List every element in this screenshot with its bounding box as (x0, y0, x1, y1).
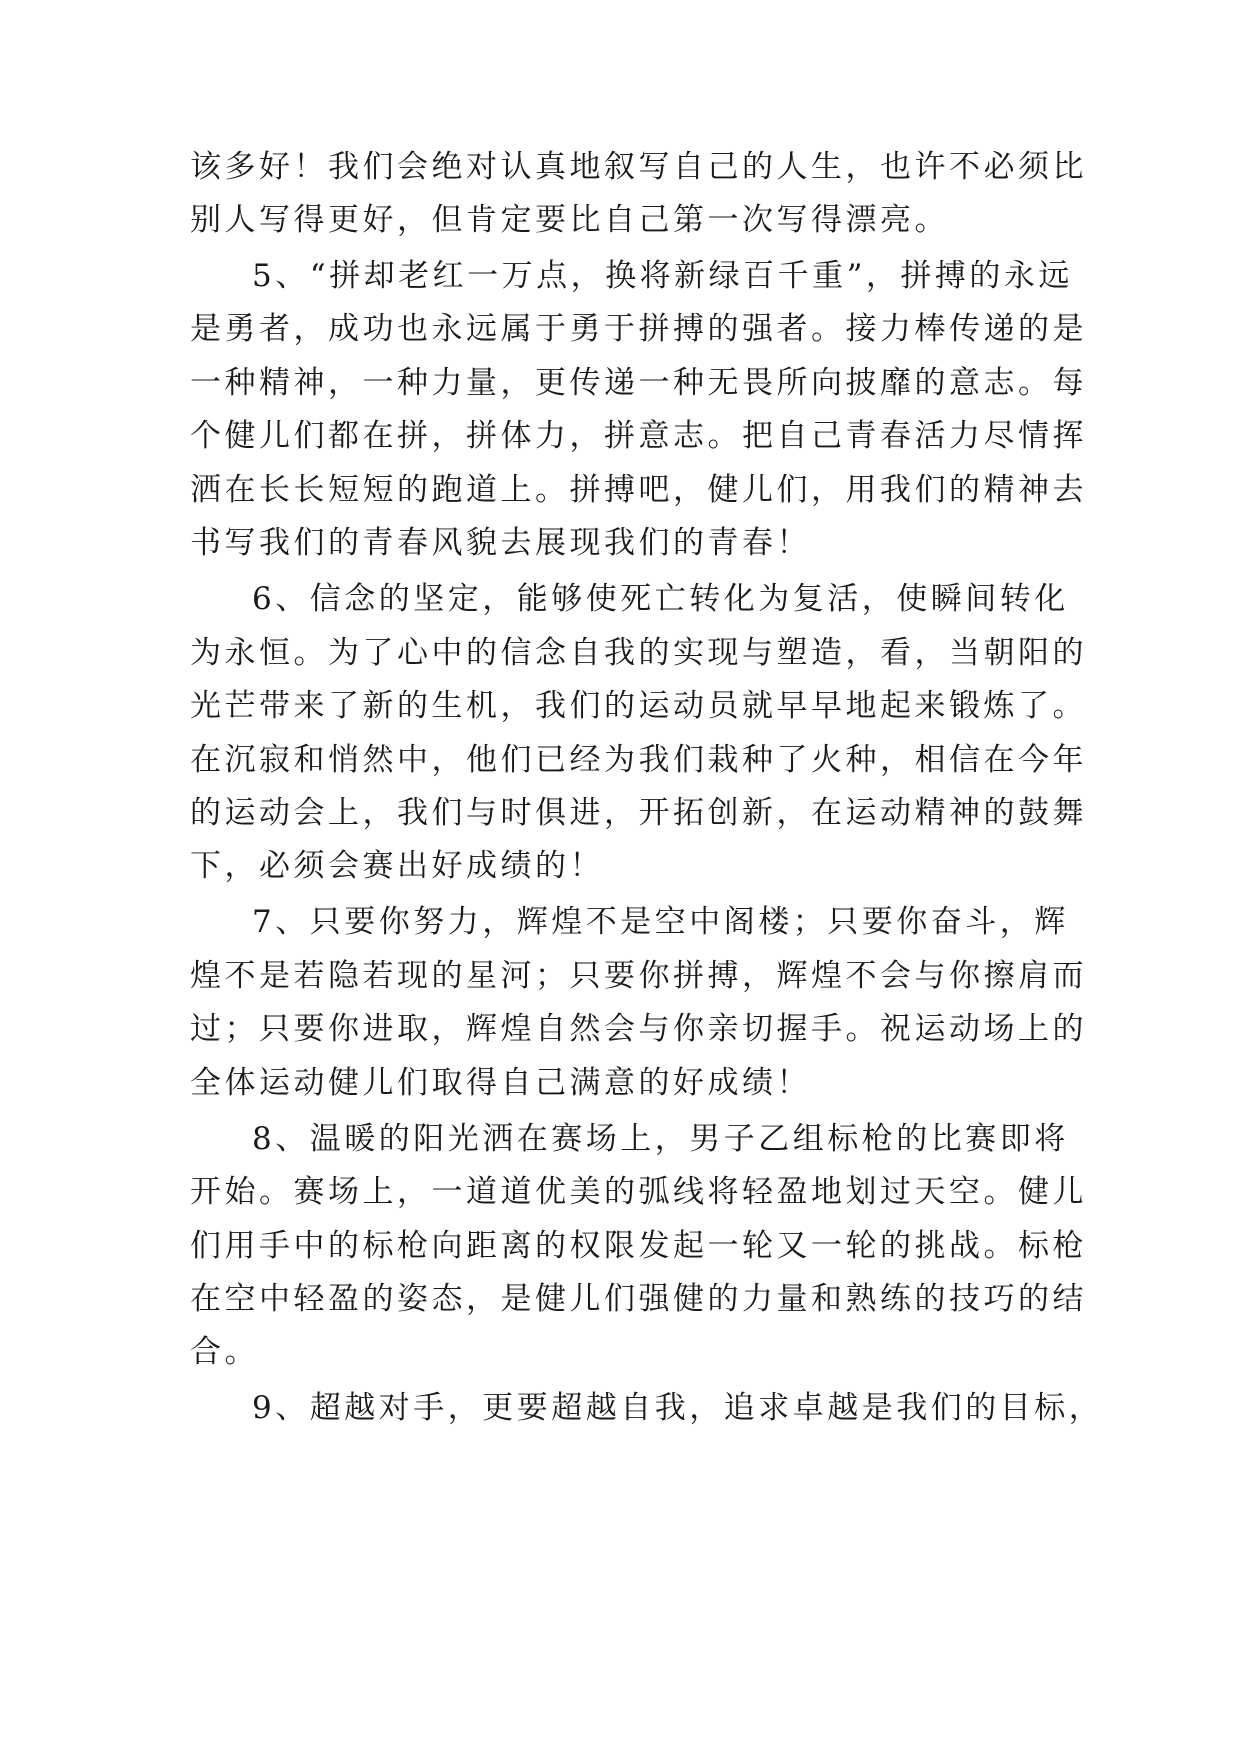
text-line: 书写我们的青春风貌去展现我们的青春！ (190, 525, 811, 561)
paragraph-5-start: 5、“拼却老红一万点，换将新绿百千重”，拼搏的永远 (252, 258, 1073, 294)
text-line: 们用手中的标枪向距离的权限发起一轮又一轮的挑战。标枪 (190, 1228, 1087, 1264)
text-line: 下，必须会赛出好成绩的！ (190, 848, 604, 884)
text-line: 光芒带来了新的生机，我们的运动员就早早地起来锻炼了。 (190, 688, 1087, 724)
text-line: 过；只要你进取，辉煌自然会与你亲切握手。祝运动场上的 (190, 1011, 1087, 1047)
paragraph-8-start: 8、温暖的阳光洒在赛场上，男子乙组标枪的比赛即将 (252, 1121, 1069, 1157)
text-line: 开始。赛场上，一道道优美的弧线将轻盈地划过天空。健儿 (190, 1174, 1087, 1210)
text-line: 个健儿们都在拼，拼体力，拼意志。把自己青春活力尽情挥 (190, 418, 1087, 454)
text-line: 合。 (190, 1334, 259, 1370)
paragraph-6-start: 6、信念的坚定，能够使死亡转化为复活，使瞬间转化 (252, 581, 1069, 617)
text-line: 一种精神，一种力量，更传递一种无畏所向披靡的意志。每 (190, 365, 1087, 401)
text-line: 在沉寂和悄然中，他们已经为我们栽种了火种，相信在今年 (190, 742, 1087, 778)
text-line: 在空中轻盈的姿态，是健儿们强健的力量和熟练的技巧的结 (190, 1281, 1087, 1317)
text-line: 洒在长长短短的跑道上。拼搏吧，健儿们，用我们的精神去 (190, 472, 1087, 508)
text-line: 别人写得更好，但肯定要比自己第一次写得漂亮。 (190, 202, 949, 238)
text-line: 煌不是若隐若现的星河；只要你拼搏，辉煌不会与你擦肩而 (190, 958, 1087, 994)
text-line: 全体运动健儿们取得自己满意的好成绩！ (190, 1065, 811, 1101)
text-line: 的运动会上，我们与时俱进，开拓创新，在运动精神的鼓舞 (190, 795, 1087, 831)
paragraph-9-start: 9、超越对手，更要超越自我，追求卓越是我们的目标， (252, 1390, 1104, 1426)
text-line: 是勇者，成功也永远属于勇于拼搏的强者。接力棒传递的是 (190, 311, 1087, 347)
text-line: 为永恒。为了心中的信念自我的实现与塑造，看，当朝阳的 (190, 635, 1087, 671)
paragraph-7-start: 7、只要你努力，辉煌不是空中阁楼；只要你奋斗，辉 (252, 904, 1069, 940)
text-line: 该多好！我们会绝对认真地叙写自己的人生，也许不必须比 (190, 149, 1087, 185)
